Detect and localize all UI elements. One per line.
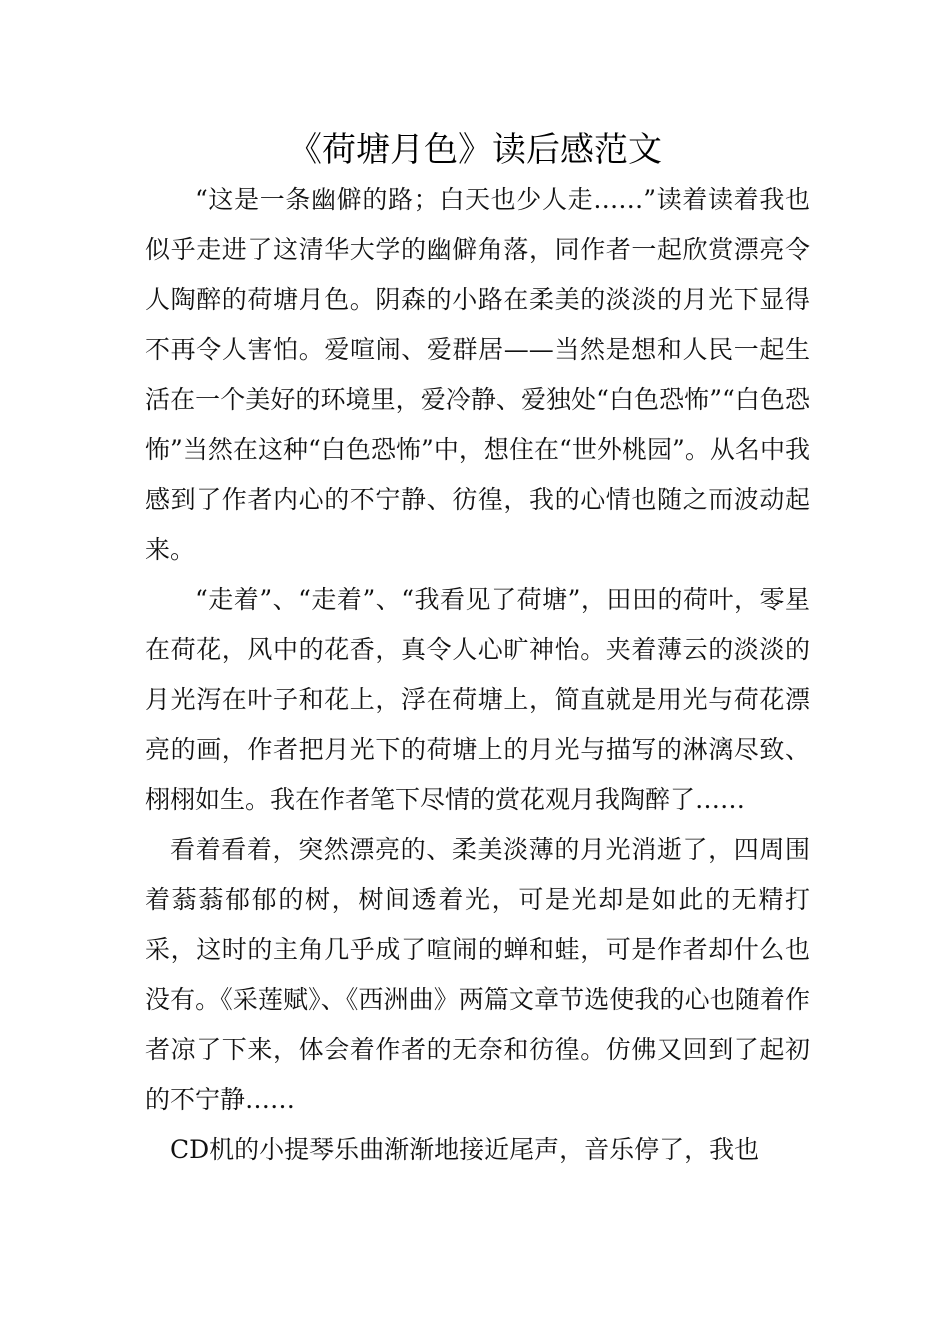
paragraph-1: “这是一条幽僻的路；白天也少人走……”读着读着我也似乎走进了这清华大学的幽僻角落，同作者一起欣赏漂亮令人陶醉的荷塘月色。阴森的小路在柔美的淡淡的月光下显得不再令人害怕。爱喧闹、爱群居——当然是想和人民一起生活在一个美好的环境里，爱冷静、爱独处“白色恐怖”“白色恐怖”当然在这种“白色恐怖”中，想住在“世外桃园”。从名中我感到了作者内心的不宁静、彷徨，我的心情也随之而波动起来。: [145, 185, 810, 564]
paragraph-2: “走着”、“走着”、“我看见了荷塘”，田田的荷叶，零星在荷花，风中的花香，真令人心旷神怡。夹着薄云的淡淡的月光泻在叶子和花上，浮在荷塘上，简直就是用光与荷花漂亮的画，作者把月光下的荷塘上的月光与描写的淋漓尽致、栩栩如生。我在作者笔下尽情的赏花观月我陶醉了……: [145, 585, 810, 814]
page-title: 《荷塘月色》读后感范文: [288, 130, 662, 170]
paragraph-3: 看着看着，突然漂亮的、柔美淡薄的月光消逝了，四周围着蓊蓊郁郁的树，树间透着光，可是光却是如此的无精打采，这时的主角几乎成了喧闹的蝉和蛙，可是作者却什么也没有。《采莲赋》、《西洲曲》两篇文章节选使我的心也随着作者凉了下来，体会着作者的无奈和彷徨。仿佛又回到了起初的不宁静……: [145, 835, 810, 1114]
paragraph-4: CD机的小提琴乐曲渐渐地接近尾声，音乐停了，我也: [170, 1135, 760, 1164]
article-body: [145, 175, 810, 1175]
